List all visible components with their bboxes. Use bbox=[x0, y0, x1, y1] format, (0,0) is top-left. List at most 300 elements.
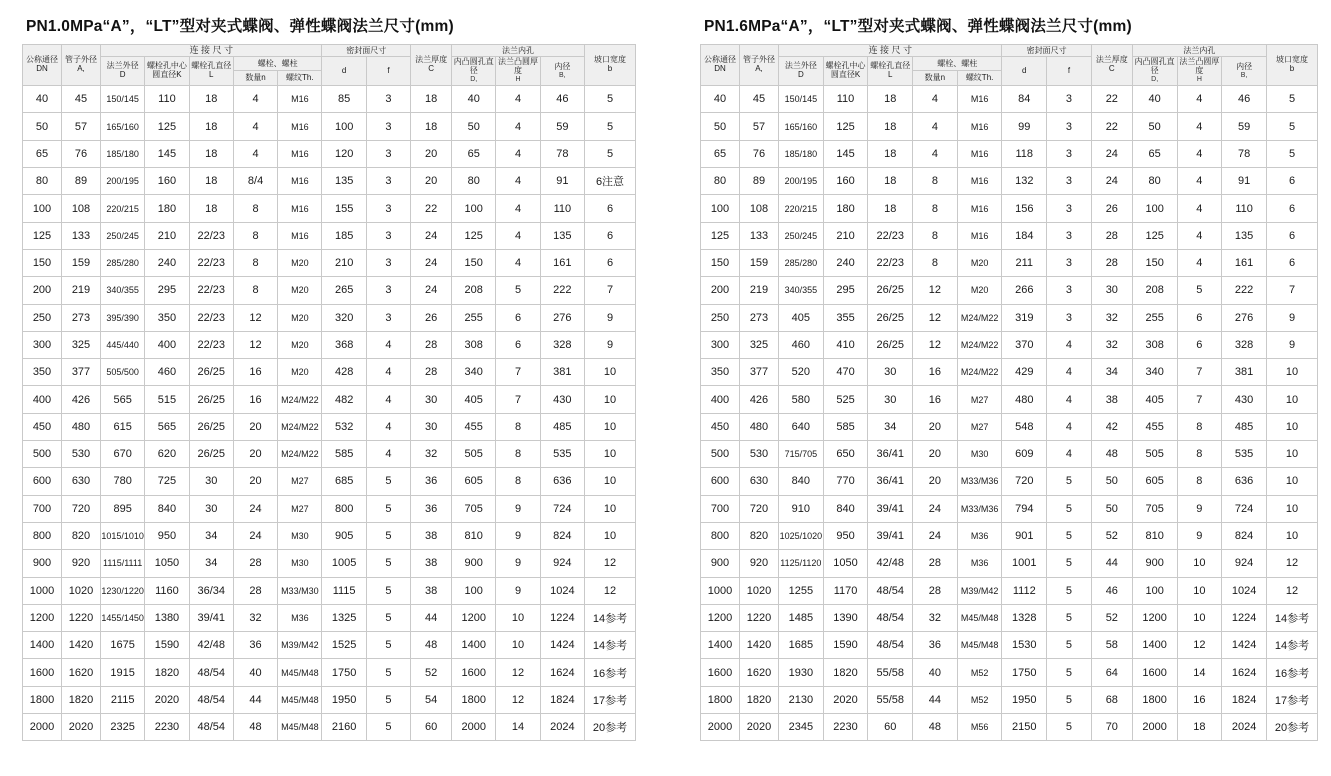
cell-h: 12 bbox=[496, 686, 540, 713]
th-pipe-od: 管子外径 A, bbox=[62, 45, 101, 86]
table-row bbox=[23, 441, 636, 468]
cell-b1: 1824 bbox=[540, 686, 584, 713]
cell-th: M36 bbox=[957, 522, 1002, 549]
cell-dn: 1200 bbox=[701, 604, 740, 631]
cell-dd: 155 bbox=[322, 195, 366, 222]
cell-c: 60 bbox=[411, 714, 452, 741]
cell-d1: 810 bbox=[452, 522, 496, 549]
table-row bbox=[701, 577, 1318, 604]
cell-d: 285/280 bbox=[779, 249, 824, 276]
cell-b1: 1024 bbox=[540, 577, 584, 604]
cell-d1: 100 bbox=[452, 195, 496, 222]
cell-dd: 1750 bbox=[322, 659, 366, 686]
cell-dd: 901 bbox=[1002, 522, 1047, 549]
cell-b: 10 bbox=[1267, 413, 1318, 440]
cell-dn: 300 bbox=[23, 331, 62, 358]
cell-c: 48 bbox=[411, 632, 452, 659]
cell-th: M39/M42 bbox=[278, 632, 322, 659]
cell-k: 1820 bbox=[145, 659, 189, 686]
cell-d1: 2000 bbox=[452, 714, 496, 741]
cell-h: 4 bbox=[496, 113, 540, 140]
table-row bbox=[23, 140, 636, 167]
cell-b: 6 bbox=[1267, 168, 1318, 195]
cell-a: 1820 bbox=[62, 686, 101, 713]
cell-f: 4 bbox=[1047, 413, 1092, 440]
cell-f: 3 bbox=[366, 113, 410, 140]
cell-c: 24 bbox=[411, 222, 452, 249]
cell-f: 3 bbox=[366, 168, 410, 195]
cell-dn: 80 bbox=[23, 168, 62, 195]
th-flange-od: 法兰外径 D bbox=[101, 57, 145, 86]
cell-f: 5 bbox=[1047, 577, 1092, 604]
cell-f: 5 bbox=[366, 468, 410, 495]
cell-c: 28 bbox=[1091, 222, 1132, 249]
cell-b: 10 bbox=[585, 495, 636, 522]
cell-f: 4 bbox=[366, 413, 410, 440]
cell-n: 4 bbox=[913, 140, 958, 167]
cell-l: 34 bbox=[868, 413, 913, 440]
cell-b: 17参考 bbox=[585, 686, 636, 713]
cell-n: 24 bbox=[233, 522, 277, 549]
cell-dn: 600 bbox=[701, 468, 740, 495]
cell-b1: 924 bbox=[540, 550, 584, 577]
cell-dd: 794 bbox=[1002, 495, 1047, 522]
table-row bbox=[701, 686, 1318, 713]
cell-dn: 2000 bbox=[23, 714, 62, 741]
cell-l: 26/25 bbox=[189, 441, 233, 468]
cell-f: 5 bbox=[366, 714, 410, 741]
cell-n: 16 bbox=[913, 386, 958, 413]
cell-dn: 150 bbox=[23, 249, 62, 276]
cell-l: 48/54 bbox=[868, 632, 913, 659]
table-row bbox=[701, 140, 1318, 167]
cell-a: 159 bbox=[62, 249, 101, 276]
cell-b: 9 bbox=[585, 331, 636, 358]
cell-c: 30 bbox=[411, 413, 452, 440]
cell-th: M52 bbox=[957, 659, 1002, 686]
cell-l: 18 bbox=[868, 195, 913, 222]
cell-h: 12 bbox=[1177, 632, 1222, 659]
cell-d1: 100 bbox=[1132, 577, 1177, 604]
cell-c: 30 bbox=[1091, 277, 1132, 304]
cell-d1: 308 bbox=[452, 331, 496, 358]
cell-d1: 1400 bbox=[452, 632, 496, 659]
cell-d: 1675 bbox=[101, 632, 145, 659]
cell-b1: 276 bbox=[1222, 304, 1267, 331]
cell-a: 480 bbox=[62, 413, 101, 440]
cell-dn: 100 bbox=[701, 195, 740, 222]
cell-c: 30 bbox=[411, 386, 452, 413]
cell-c: 50 bbox=[1091, 468, 1132, 495]
table-row bbox=[23, 659, 636, 686]
cell-n: 44 bbox=[913, 686, 958, 713]
cell-dd: 429 bbox=[1002, 359, 1047, 386]
th-bolt-count: 数量n bbox=[913, 71, 958, 86]
cell-dn: 700 bbox=[701, 495, 740, 522]
cell-dd: 135 bbox=[322, 168, 366, 195]
cell-a: 377 bbox=[62, 359, 101, 386]
cell-b: 17参考 bbox=[1267, 686, 1318, 713]
cell-n: 28 bbox=[233, 550, 277, 577]
cell-f: 3 bbox=[1047, 249, 1092, 276]
table-row bbox=[23, 604, 636, 631]
cell-k: 1170 bbox=[823, 577, 868, 604]
cell-l: 55/58 bbox=[868, 659, 913, 686]
cell-k: 1050 bbox=[823, 550, 868, 577]
cell-dn: 1800 bbox=[701, 686, 740, 713]
cell-b: 5 bbox=[585, 140, 636, 167]
cell-k: 1390 bbox=[823, 604, 868, 631]
cell-b: 9 bbox=[585, 304, 636, 331]
cell-dd: 482 bbox=[322, 386, 366, 413]
cell-dn: 350 bbox=[701, 359, 740, 386]
table-header-pn10 bbox=[23, 45, 636, 86]
cell-f: 3 bbox=[1047, 168, 1092, 195]
cell-dd: 368 bbox=[322, 331, 366, 358]
cell-b1: 924 bbox=[1222, 550, 1267, 577]
cell-k: 350 bbox=[145, 304, 189, 331]
cell-c: 24 bbox=[1091, 140, 1132, 167]
cell-n: 4 bbox=[913, 113, 958, 140]
cell-n: 20 bbox=[913, 468, 958, 495]
cell-d: 1685 bbox=[779, 632, 824, 659]
cell-n: 12 bbox=[913, 331, 958, 358]
cell-b: 20参考 bbox=[585, 714, 636, 741]
cell-dn: 450 bbox=[701, 413, 740, 440]
th-flange-od: 法兰外径 D bbox=[779, 57, 824, 86]
cell-l: 30 bbox=[868, 386, 913, 413]
cell-h: 14 bbox=[1177, 659, 1222, 686]
cell-h: 4 bbox=[496, 86, 540, 113]
cell-a: 720 bbox=[62, 495, 101, 522]
cell-f: 3 bbox=[1047, 304, 1092, 331]
cell-th: M27 bbox=[957, 386, 1002, 413]
cell-n: 8/4 bbox=[233, 168, 277, 195]
cell-k: 2230 bbox=[823, 714, 868, 741]
cell-d1: 405 bbox=[452, 386, 496, 413]
th-bevel-width: 坡口宽度 b bbox=[585, 45, 636, 86]
cell-n: 4 bbox=[913, 86, 958, 113]
th-dn: 公称通径 DN bbox=[701, 45, 740, 86]
cell-h: 6 bbox=[496, 304, 540, 331]
cell-f: 3 bbox=[1047, 86, 1092, 113]
cell-k: 180 bbox=[823, 195, 868, 222]
cell-a: 76 bbox=[62, 140, 101, 167]
th-thread: 螺纹Th. bbox=[278, 71, 322, 86]
cell-a: 219 bbox=[62, 277, 101, 304]
cell-n: 24 bbox=[913, 495, 958, 522]
cell-f: 5 bbox=[366, 577, 410, 604]
cell-a: 1020 bbox=[740, 577, 779, 604]
cell-k: 145 bbox=[823, 140, 868, 167]
cell-d: 185/180 bbox=[101, 140, 145, 167]
cell-b: 14参考 bbox=[585, 632, 636, 659]
th-inner-boss-dia: 内凸圆孔直径 D, bbox=[1132, 57, 1177, 86]
cell-dd: 265 bbox=[322, 277, 366, 304]
cell-th: M45/M48 bbox=[278, 686, 322, 713]
cell-k: 110 bbox=[145, 86, 189, 113]
table-row bbox=[23, 249, 636, 276]
cell-f: 5 bbox=[366, 550, 410, 577]
cell-b: 12 bbox=[1267, 577, 1318, 604]
cell-th: M24/M22 bbox=[278, 413, 322, 440]
cell-b: 10 bbox=[585, 359, 636, 386]
table-row bbox=[23, 522, 636, 549]
cell-b: 12 bbox=[1267, 550, 1318, 577]
cell-d1: 50 bbox=[452, 113, 496, 140]
cell-dd: 1112 bbox=[1002, 577, 1047, 604]
cell-f: 3 bbox=[366, 86, 410, 113]
cell-dd: 319 bbox=[1002, 304, 1047, 331]
cell-dd: 266 bbox=[1002, 277, 1047, 304]
cell-dd: 320 bbox=[322, 304, 366, 331]
cell-d: 1255 bbox=[779, 577, 824, 604]
cell-dn: 80 bbox=[701, 168, 740, 195]
cell-l: 36/34 bbox=[189, 577, 233, 604]
cell-a: 1020 bbox=[62, 577, 101, 604]
cell-a: 219 bbox=[740, 277, 779, 304]
cell-l: 18 bbox=[868, 113, 913, 140]
cell-th: M16 bbox=[278, 168, 322, 195]
cell-l: 18 bbox=[189, 168, 233, 195]
cell-c: 24 bbox=[1091, 168, 1132, 195]
cell-b1: 328 bbox=[1222, 331, 1267, 358]
cell-d: 150/145 bbox=[779, 86, 824, 113]
flange-dimension-table-pn16 bbox=[700, 44, 1318, 741]
cell-th: M36 bbox=[278, 604, 322, 631]
cell-h: 18 bbox=[1177, 714, 1222, 741]
cell-d1: 900 bbox=[1132, 550, 1177, 577]
cell-h: 10 bbox=[1177, 550, 1222, 577]
cell-d1: 65 bbox=[452, 140, 496, 167]
cell-n: 12 bbox=[233, 331, 277, 358]
cell-d1: 40 bbox=[1132, 86, 1177, 113]
cell-b1: 636 bbox=[540, 468, 584, 495]
cell-dd: 2150 bbox=[1002, 714, 1047, 741]
cell-c: 38 bbox=[1091, 386, 1132, 413]
cell-l: 26/25 bbox=[189, 413, 233, 440]
cell-a: 57 bbox=[740, 113, 779, 140]
cell-th: M39/M42 bbox=[957, 577, 1002, 604]
cell-l: 39/41 bbox=[189, 604, 233, 631]
cell-dd: 800 bbox=[322, 495, 366, 522]
cell-n: 20 bbox=[913, 413, 958, 440]
cell-n: 4 bbox=[233, 140, 277, 167]
cell-a: 920 bbox=[62, 550, 101, 577]
cell-a: 1620 bbox=[62, 659, 101, 686]
cell-dn: 250 bbox=[701, 304, 740, 331]
cell-d1: 150 bbox=[1132, 249, 1177, 276]
cell-th: M16 bbox=[278, 195, 322, 222]
cell-th: M16 bbox=[957, 140, 1002, 167]
cell-h: 10 bbox=[1177, 604, 1222, 631]
cell-n: 16 bbox=[913, 359, 958, 386]
cell-dd: 685 bbox=[322, 468, 366, 495]
cell-c: 22 bbox=[1091, 113, 1132, 140]
cell-th: M45/M48 bbox=[278, 714, 322, 741]
table-row bbox=[701, 359, 1318, 386]
cell-c: 42 bbox=[1091, 413, 1132, 440]
cell-k: 400 bbox=[145, 331, 189, 358]
cell-k: 840 bbox=[145, 495, 189, 522]
cell-th: M16 bbox=[278, 86, 322, 113]
cell-f: 5 bbox=[1047, 550, 1092, 577]
cell-h: 7 bbox=[496, 386, 540, 413]
cell-f: 4 bbox=[366, 441, 410, 468]
cell-dd: 1530 bbox=[1002, 632, 1047, 659]
cell-b: 10 bbox=[1267, 441, 1318, 468]
cell-b: 20参考 bbox=[1267, 714, 1318, 741]
cell-d: 220/215 bbox=[101, 195, 145, 222]
cell-dn: 1600 bbox=[701, 659, 740, 686]
th-bolt-hole-dia: 螺栓孔直径 L bbox=[189, 57, 233, 86]
table-row bbox=[701, 413, 1318, 440]
cell-l: 36/41 bbox=[868, 441, 913, 468]
cell-dn: 200 bbox=[701, 277, 740, 304]
cell-th: M24/M22 bbox=[278, 441, 322, 468]
cell-dn: 1200 bbox=[23, 604, 62, 631]
cell-b: 10 bbox=[1267, 468, 1318, 495]
cell-k: 525 bbox=[823, 386, 868, 413]
cell-d1: 1800 bbox=[452, 686, 496, 713]
cell-d1: 705 bbox=[452, 495, 496, 522]
cell-b: 10 bbox=[1267, 386, 1318, 413]
table-row bbox=[701, 277, 1318, 304]
page-title-pn16: PN1.6MPa“A”，“LT”型对夹式蝶阀、弹性蝶阀法兰尺寸(mm) bbox=[704, 18, 1132, 35]
cell-d1: 308 bbox=[1132, 331, 1177, 358]
table-row bbox=[701, 386, 1318, 413]
cell-f: 5 bbox=[1047, 604, 1092, 631]
cell-b: 6 bbox=[1267, 195, 1318, 222]
cell-dd: 84 bbox=[1002, 86, 1047, 113]
cell-d: 445/440 bbox=[101, 331, 145, 358]
cell-h: 8 bbox=[1177, 468, 1222, 495]
cell-b1: 485 bbox=[1222, 413, 1267, 440]
cell-b1: 276 bbox=[540, 304, 584, 331]
cell-n: 40 bbox=[233, 659, 277, 686]
cell-l: 39/41 bbox=[868, 495, 913, 522]
cell-dn: 1000 bbox=[23, 577, 62, 604]
cell-c: 58 bbox=[1091, 632, 1132, 659]
cell-a: 720 bbox=[740, 495, 779, 522]
cell-dn: 125 bbox=[701, 222, 740, 249]
cell-a: 325 bbox=[62, 331, 101, 358]
cell-d1: 505 bbox=[452, 441, 496, 468]
cell-k: 2020 bbox=[145, 686, 189, 713]
cell-th: M56 bbox=[957, 714, 1002, 741]
cell-l: 18 bbox=[189, 140, 233, 167]
th-seal-group: 密封面尺寸 bbox=[1002, 45, 1091, 57]
cell-f: 5 bbox=[1047, 714, 1092, 741]
cell-d1: 605 bbox=[1132, 468, 1177, 495]
cell-h: 4 bbox=[1177, 140, 1222, 167]
th-bolt-group: 螺栓、螺柱 bbox=[233, 57, 322, 71]
cell-dn: 700 bbox=[23, 495, 62, 522]
cell-a: 45 bbox=[740, 86, 779, 113]
cell-l: 22/23 bbox=[868, 222, 913, 249]
cell-b: 5 bbox=[585, 113, 636, 140]
cell-n: 36 bbox=[233, 632, 277, 659]
cell-d: 150/145 bbox=[101, 86, 145, 113]
table-row bbox=[701, 522, 1318, 549]
cell-l: 26/25 bbox=[189, 386, 233, 413]
cell-n: 8 bbox=[913, 249, 958, 276]
cell-d: 2130 bbox=[779, 686, 824, 713]
cell-n: 16 bbox=[233, 359, 277, 386]
table-row bbox=[701, 468, 1318, 495]
cell-b: 10 bbox=[1267, 522, 1318, 549]
cell-k: 1590 bbox=[823, 632, 868, 659]
cell-f: 3 bbox=[1047, 113, 1092, 140]
cell-b: 16参考 bbox=[1267, 659, 1318, 686]
cell-c: 22 bbox=[1091, 86, 1132, 113]
cell-f: 5 bbox=[1047, 632, 1092, 659]
cell-b: 9 bbox=[1267, 331, 1318, 358]
cell-d1: 705 bbox=[1132, 495, 1177, 522]
cell-n: 28 bbox=[233, 577, 277, 604]
table-body-pn10 bbox=[23, 86, 636, 741]
cell-c: 18 bbox=[411, 86, 452, 113]
cell-l: 30 bbox=[868, 359, 913, 386]
cell-h: 7 bbox=[1177, 359, 1222, 386]
cell-b: 7 bbox=[585, 277, 636, 304]
cell-c: 32 bbox=[1091, 304, 1132, 331]
cell-c: 52 bbox=[411, 659, 452, 686]
cell-th: M24/M22 bbox=[957, 304, 1002, 331]
cell-f: 3 bbox=[366, 304, 410, 331]
cell-k: 145 bbox=[145, 140, 189, 167]
cell-a: 108 bbox=[62, 195, 101, 222]
cell-dd: 1950 bbox=[1002, 686, 1047, 713]
cell-n: 16 bbox=[233, 386, 277, 413]
cell-d: 395/390 bbox=[101, 304, 145, 331]
cell-dd: 85 bbox=[322, 86, 366, 113]
cell-th: M30 bbox=[278, 550, 322, 577]
cell-b1: 535 bbox=[1222, 441, 1267, 468]
cell-a: 2020 bbox=[62, 714, 101, 741]
table-row bbox=[23, 359, 636, 386]
cell-h: 8 bbox=[496, 468, 540, 495]
cell-h: 7 bbox=[496, 359, 540, 386]
cell-d: 220/215 bbox=[779, 195, 824, 222]
cell-b1: 824 bbox=[540, 522, 584, 549]
cell-l: 26/25 bbox=[189, 359, 233, 386]
cell-h: 12 bbox=[496, 659, 540, 686]
cell-k: 950 bbox=[823, 522, 868, 549]
cell-l: 22/23 bbox=[189, 331, 233, 358]
cell-a: 45 bbox=[62, 86, 101, 113]
th-inner-group: 法兰内孔 bbox=[1132, 45, 1266, 57]
table-row bbox=[701, 86, 1318, 113]
cell-b1: 430 bbox=[540, 386, 584, 413]
cell-dn: 450 bbox=[23, 413, 62, 440]
cell-k: 460 bbox=[145, 359, 189, 386]
cell-b1: 110 bbox=[1222, 195, 1267, 222]
cell-a: 820 bbox=[740, 522, 779, 549]
cell-a: 630 bbox=[740, 468, 779, 495]
cell-d: 165/160 bbox=[779, 113, 824, 140]
cell-h: 4 bbox=[1177, 168, 1222, 195]
cell-k: 770 bbox=[823, 468, 868, 495]
th-bolt-circle: 螺栓孔中心圆直径K bbox=[145, 57, 189, 86]
cell-th: M33/M30 bbox=[278, 577, 322, 604]
cell-d1: 100 bbox=[1132, 195, 1177, 222]
cell-k: 585 bbox=[823, 413, 868, 440]
cell-c: 38 bbox=[411, 577, 452, 604]
table-row bbox=[23, 632, 636, 659]
cell-b1: 1624 bbox=[1222, 659, 1267, 686]
cell-d: 1015/1010 bbox=[101, 522, 145, 549]
